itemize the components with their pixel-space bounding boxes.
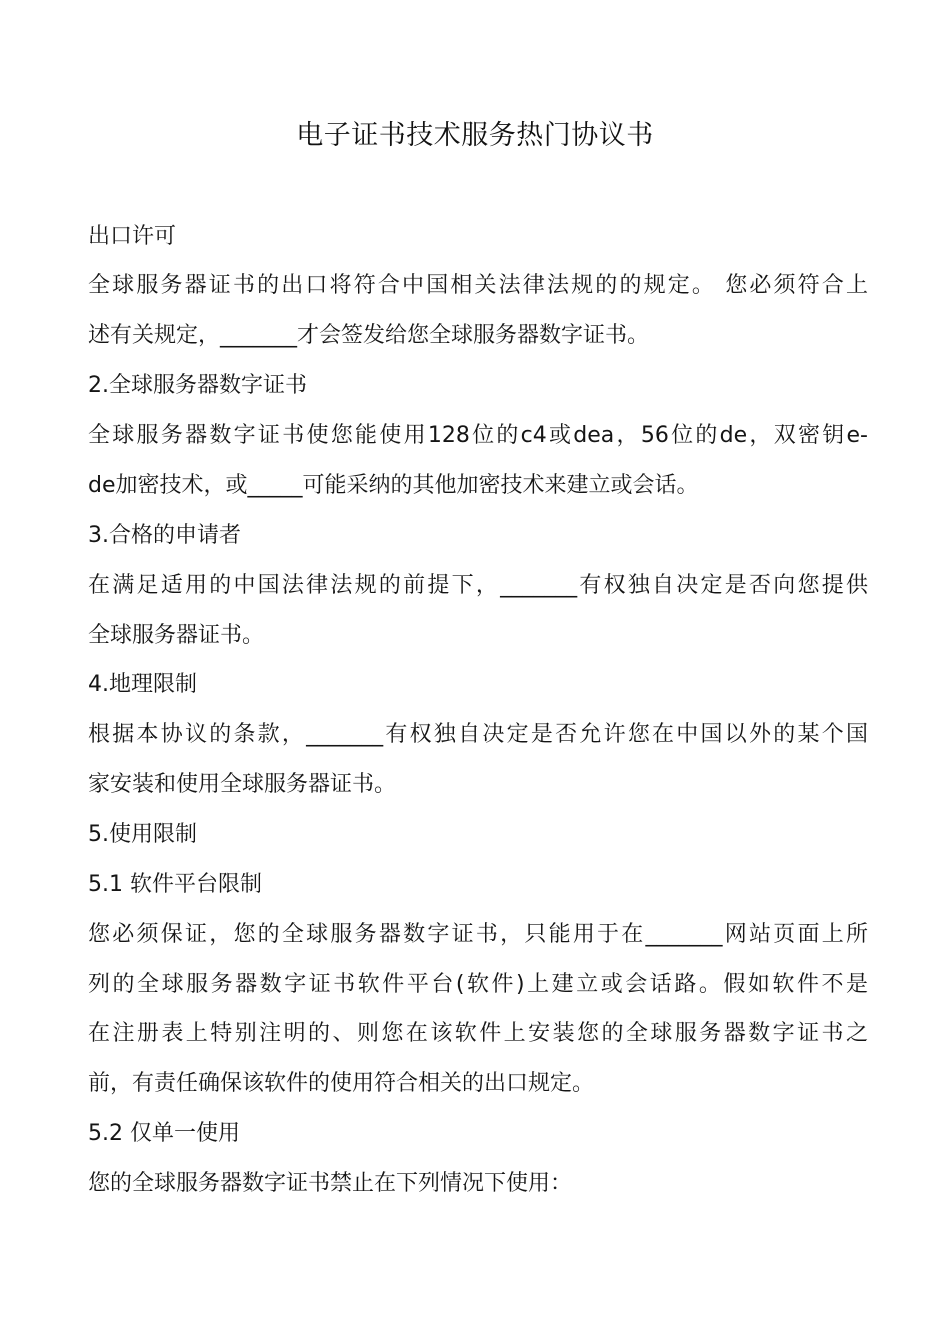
- paragraph-line: 您必须保证，您的全球服务器数字证书，只能用于在_______网站页面上所: [88, 922, 868, 947]
- paragraph-line: 前，有责任确保该软件的使用符合相关的出口规定。: [88, 1071, 595, 1096]
- paragraph-line: 列的全球服务器数字证书软件平台(软件)上建立或会话路。假如软件不是: [88, 972, 868, 997]
- paragraph-line: 述有关规定，_______才会签发给您全球服务器数字证书。: [88, 323, 650, 348]
- paragraph-line: 家安装和使用全球服务器证书。: [88, 772, 397, 797]
- subsection-heading-5-1: 5.1 软件平台限制: [88, 872, 262, 897]
- section-heading-5: 5.使用限制: [88, 822, 197, 847]
- paragraph-line: 您的全球服务器数字证书禁止在下列情况下使用：: [88, 1171, 573, 1196]
- paragraph-line: 在注册表上特别注明的、则您在该软件上安装您的全球服务器数字证书之: [88, 1021, 868, 1046]
- paragraph-line: 根据本协议的条款，_______有权独自决定是否允许您在中国以外的某个国: [88, 722, 868, 747]
- document-title: 电子证书技术服务热门协议书: [296, 120, 654, 151]
- paragraph-line: 在满足适用的中国法律法规的前提下，_______有权独自决定是否向您提供: [88, 573, 868, 598]
- subsection-heading-5-2: 5.2 仅单一使用: [88, 1121, 240, 1146]
- section-heading-2: 2.全球服务器数字证书: [88, 373, 307, 398]
- paragraph-line: 全球服务器证书。: [88, 623, 265, 648]
- paragraph-line: de加密技术，或_____可能采纳的其他加密技术来建立或会话。: [88, 473, 699, 498]
- paragraph-line: 全球服务器数字证书使您能使用128位的c4或dea，56位的de，双密钥e-: [88, 423, 868, 448]
- section-heading-export-license: 出口许可: [88, 224, 177, 249]
- section-heading-3: 3.合格的申请者: [88, 523, 241, 548]
- paragraph-line: 全球服务器证书的出口将符合中国相关法律法规的的规定。 您必须符合上: [88, 273, 868, 298]
- section-heading-4: 4.地理限制: [88, 672, 197, 697]
